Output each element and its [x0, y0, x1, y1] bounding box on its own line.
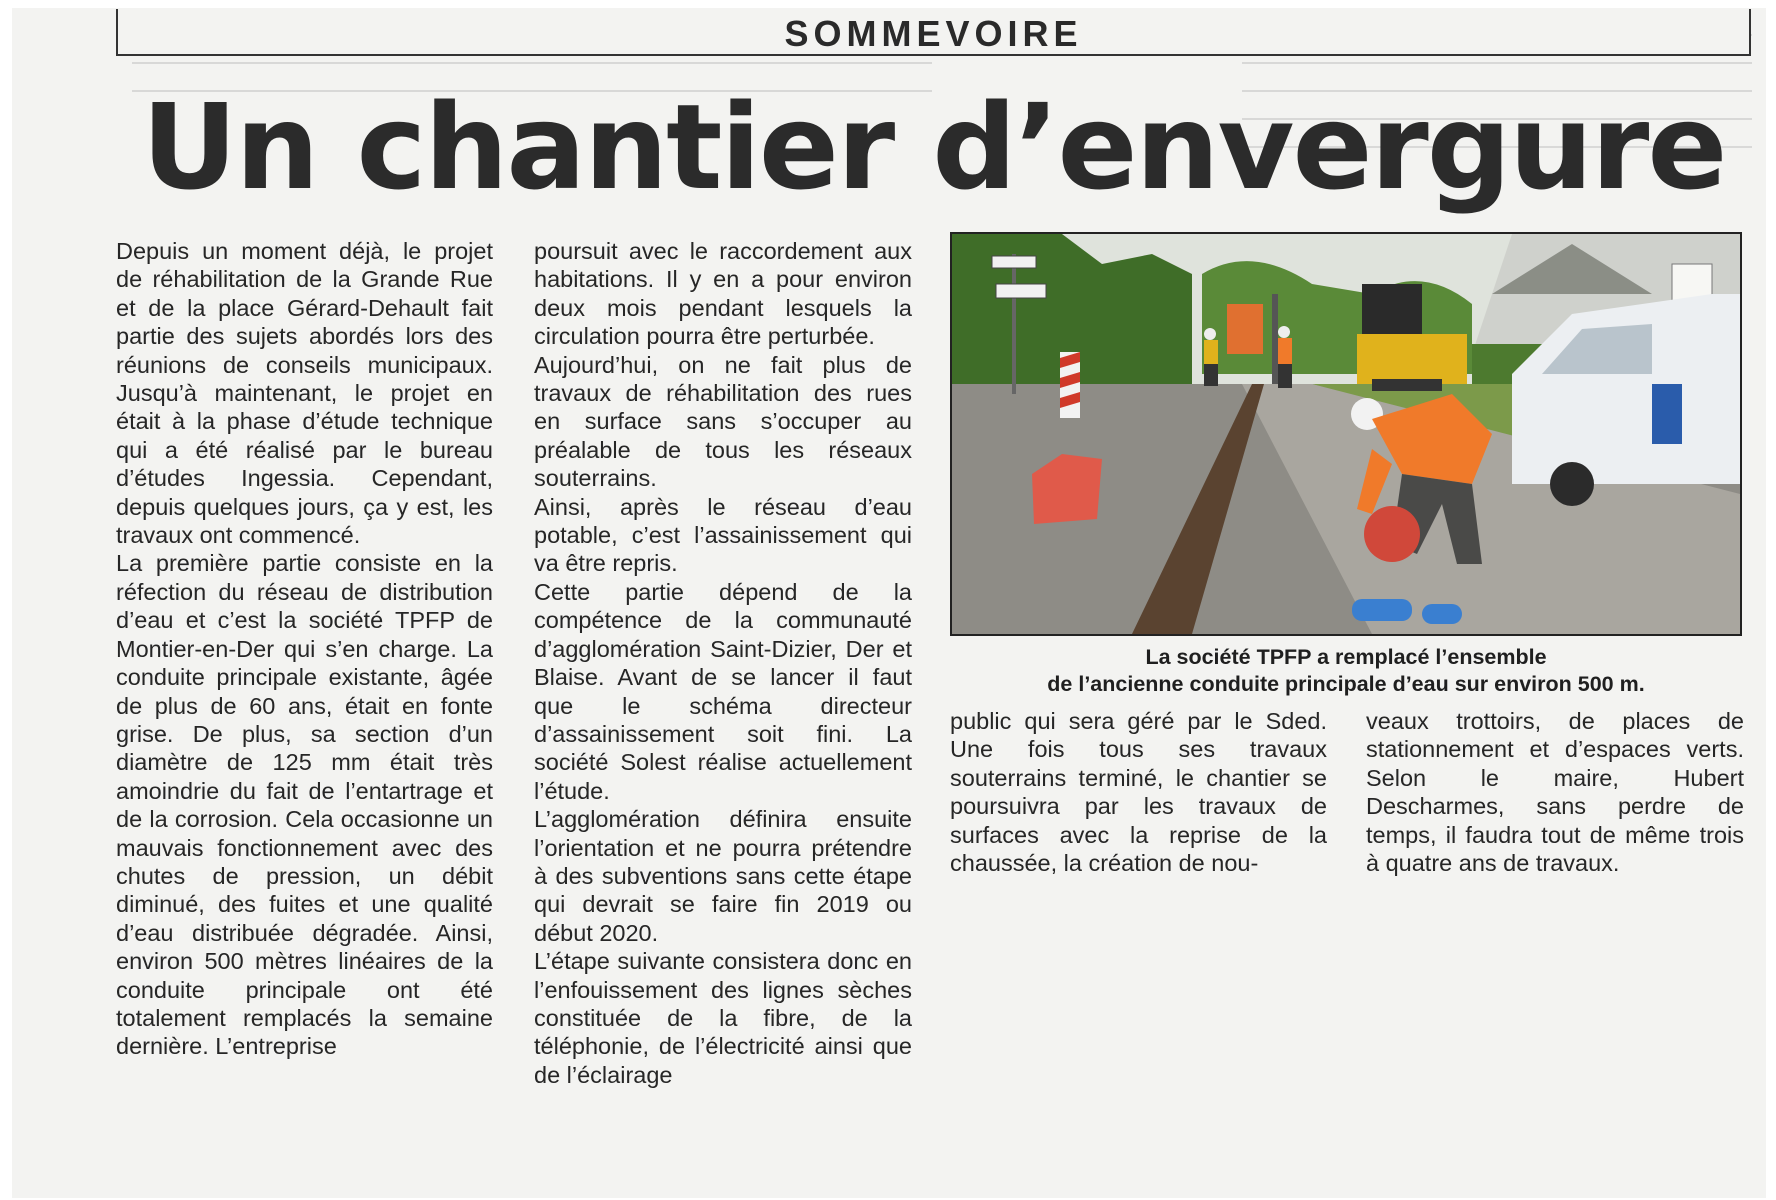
photo-caption	[950, 644, 1742, 698]
section-label: SOMMEVOIRE	[784, 13, 1083, 54]
paragraph: La première partie consiste en la réfection du réseau de distribution d’eau et c’est la société TPFP de Montier-en-Der qui s’en charge. La conduite principale existante, âgée de plus de 60 ans, était en fonte grise. De plus, sa section d’un diamètre de 125 mm était très amoindrie du fait de l’entartrage et de la corrosion. Cela occasionne un mauvais fonctionnement avec des chutes de pression, un débit diminué, des fuites et une qualité d’eau distribuée dégradée. Ainsi, environ 500 mètres linéaires de la conduite principale ont été totalement remplacés la semaine dernière. L’entreprise	[116, 550, 493, 1060]
section-header	[116, 9, 1751, 56]
article-column-3	[950, 707, 1327, 877]
paragraph: L’agglomération définira ensuite l’orientation et ne pourra prétendre à des subventions sans cette étape qui devrait se faire fin 2019 ou début 2020.	[534, 806, 912, 946]
paragraph: veaux trottoirs, de places de stationnement et d’espaces verts. Selon le maire, Hubert Descharmes, sans perdre de temps, il faudra tout de même trois à quatre ans de travaux.	[1366, 708, 1744, 877]
paragraph: L’étape suivante consistera donc en l’enfouissement des lignes sèches constituée de la fibre, de la téléphonie, de l’électricité ainsi que de l’éclairage	[534, 948, 912, 1088]
article-column-2	[534, 237, 912, 1089]
paragraph: poursuit avec le raccordement aux habitations. Il y en a pour environ deux mois pendant lesquels la circulation pourra être perturbée.	[534, 238, 912, 350]
article-column-1	[116, 237, 493, 1061]
caption-line-2: de l’ancienne conduite principale d’eau sur environ 500 m.	[1047, 672, 1645, 696]
headline: Un chantier d’envergure	[141, 78, 1726, 216]
paragraph: public qui sera géré par le Sded. Une fois tous ses travaux souterrains terminé, le chantier se poursuivra par les travaux de surfaces avec la reprise de la chaussée, la création de nou-	[950, 708, 1327, 877]
paragraph: Cette partie dépend de la compétence de la communauté d’agglomération Saint-Dizier, Der et Blaise. Avant de se lancer il faut que le schéma directeur d’assainissement soit fini. La société Solest réalise actuellement l’étude.	[534, 578, 912, 804]
paragraph: Ainsi, après le réseau d’eau potable, c’est l’assainissement qui va être repris.	[534, 493, 912, 577]
paragraph: Aujourd’hui, on ne fait plus de travaux de réhabilitation des rues en surface sans s’occuper au préalable de tous les réseaux souterrains.	[534, 351, 912, 492]
paragraph: Depuis un moment déjà, le projet de réhabilitation de la Grande Rue et de la place Gérard-Dehault fait partie des sujets abordés lors des réunions de conseils municipaux. Jusqu’à maintenant, le projet en était à la phase d’étude technique qui a été réalisé par le bureau d’études Ingessia. Cependant, depuis quelques jours, ça y est, les travaux ont commencé.	[116, 238, 493, 549]
construction-photo	[950, 232, 1742, 636]
caption-line-1: La société TPFP a remplacé l’ensemble	[1145, 645, 1547, 669]
article-column-4	[1366, 707, 1744, 877]
